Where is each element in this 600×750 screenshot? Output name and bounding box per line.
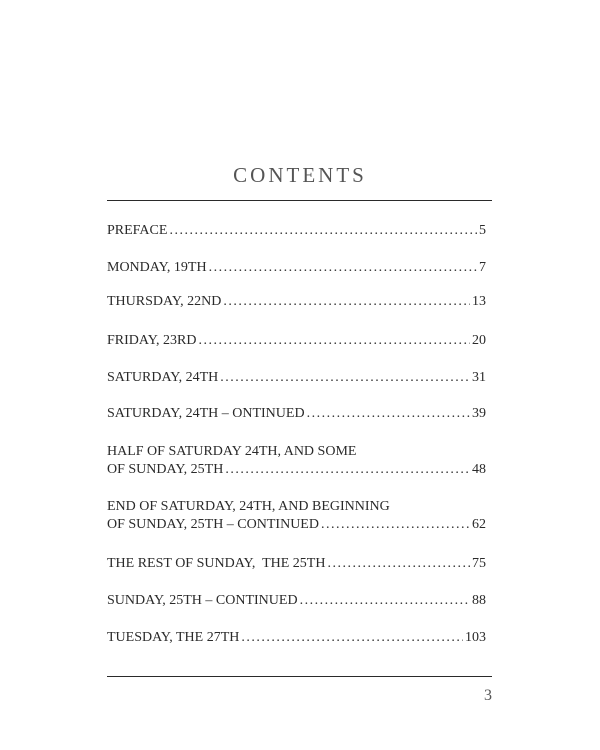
toc-entry[interactable] (107, 443, 486, 479)
toc-page-number: 75 (472, 556, 486, 571)
toc-entry[interactable] (107, 259, 486, 277)
toc-page-number: 5 (479, 223, 486, 238)
toc-entry[interactable] (107, 293, 486, 311)
toc-entry-title-continued: OF SUNDAY, 25TH – CONTINUED (107, 517, 319, 532)
toc-entry[interactable] (107, 405, 486, 423)
toc-page-number: 20 (472, 333, 486, 348)
toc-entry-title-continued: OF SUNDAY, 25TH (107, 462, 224, 477)
toc-page-number: 39 (472, 406, 486, 421)
dot-leader (300, 592, 470, 610)
toc-entry-title: FRIDAY, 23RD (107, 333, 197, 348)
dot-leader (307, 405, 470, 423)
dot-leader (327, 555, 470, 573)
top-rule (107, 200, 492, 201)
toc-entry-title: HALF OF SATURDAY 24TH, AND SOME (107, 444, 357, 459)
toc-entry[interactable] (107, 498, 486, 534)
toc-entry-title: THURSDAY, 22ND (107, 294, 222, 309)
dot-leader (209, 259, 477, 277)
toc-page-number: 13 (472, 294, 486, 309)
dot-leader (198, 332, 470, 350)
toc-entry-title: SATURDAY, 24TH (107, 370, 219, 385)
toc-entry[interactable] (107, 629, 486, 647)
bottom-rule (107, 676, 492, 677)
toc-entry[interactable] (107, 592, 486, 610)
toc-entry[interactable] (107, 332, 486, 350)
dot-leader (321, 516, 470, 534)
dot-leader (169, 222, 477, 240)
toc-page-number: 48 (472, 462, 486, 477)
toc-entry[interactable] (107, 369, 486, 387)
toc-entry-title: PREFACE (107, 223, 168, 238)
dot-leader (225, 461, 470, 479)
page-number: 3 (484, 687, 492, 704)
toc-page-number: 103 (465, 630, 486, 645)
toc-page-number: 62 (472, 517, 486, 532)
toc-entry-title: TUESDAY, THE 27TH (107, 630, 240, 645)
toc-entry-title: SUNDAY, 25TH – CONTINUED (107, 593, 298, 608)
toc-entry-title: THE REST OF SUNDAY, THE 25TH (107, 556, 326, 571)
toc-page-number: 7 (479, 260, 486, 275)
toc-entry-title: END OF SATURDAY, 24TH, AND BEGINNING (107, 499, 390, 514)
toc-page-number: 31 (472, 370, 486, 385)
dot-leader (220, 369, 470, 387)
page-title: CONTENTS (233, 163, 367, 187)
dot-leader (241, 629, 463, 647)
toc-entry-title: SATURDAY, 24TH – ONTINUED (107, 406, 305, 421)
toc-page-number: 88 (472, 593, 486, 608)
toc-entry[interactable] (107, 222, 486, 240)
toc-entry[interactable] (107, 555, 486, 573)
toc-entry-title: MONDAY, 19TH (107, 260, 207, 275)
dot-leader (223, 293, 470, 311)
